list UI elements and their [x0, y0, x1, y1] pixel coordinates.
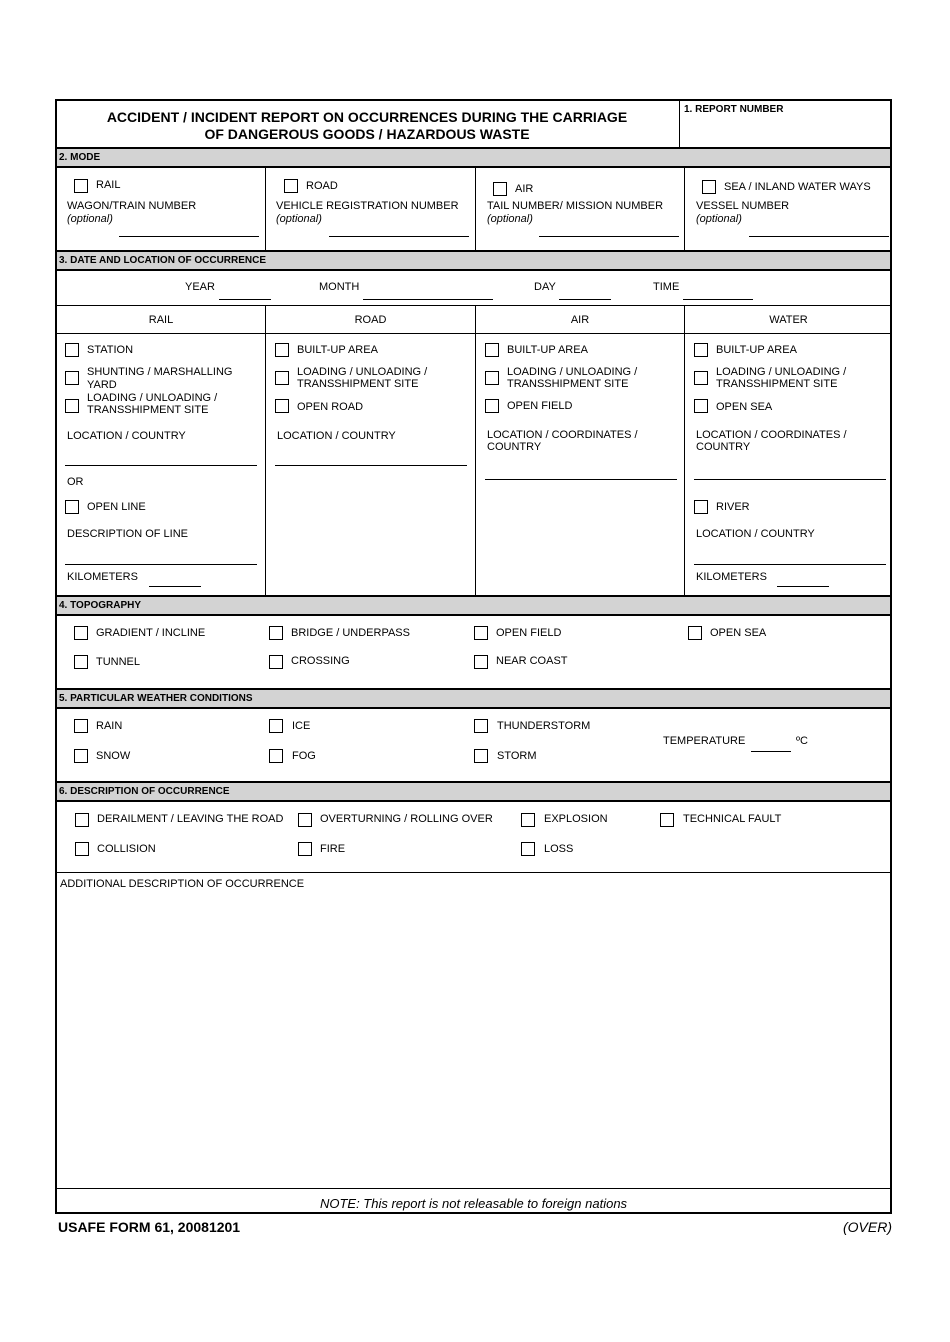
mode-sea-checkbox[interactable]	[702, 180, 716, 194]
weather-ice-checkbox[interactable]	[269, 719, 283, 733]
rail-location-field[interactable]	[65, 465, 257, 466]
water-river-checkbox[interactable]	[694, 500, 708, 514]
desc-fire-checkbox[interactable]	[298, 842, 312, 856]
section-date-location-header: 3. DATE AND LOCATION OF OCCURRENCE	[57, 250, 890, 271]
rail-shunting-checkbox[interactable]	[65, 371, 79, 385]
rail-station-checkbox[interactable]	[65, 343, 79, 357]
month-label: MONTH	[319, 281, 360, 293]
day-field[interactable]	[559, 299, 611, 300]
mode-rail-label: RAIL	[96, 179, 121, 191]
vehicle-registration-label: VEHICLE REGISTRATION NUMBER	[276, 200, 459, 212]
rail-kilometers-field[interactable]	[149, 586, 201, 587]
water-river-location-field[interactable]	[694, 564, 886, 565]
vessel-number-label: VESSEL NUMBER	[696, 200, 790, 212]
report-form: ACCIDENT / INCIDENT REPORT ON OCCURRENCES DURING THE CARRIAGE OF DANGEROUS GOODS / HAZARDOUS WASTE 1. REPORT NUMBER 2. MODE RAIL WAGON/TRAIN NUMBER (optional) ROAD VEHICLE REGISTRATION NUMBER (optional) AIR TAIL NUMBER/ MISSION NUMBER (optional) SEA / INLAND WATER WAYS VESSEL NUMBER (optional) 3. DATE AND LOCATION OF OCCURRENCE YEAR MONTH DAY TIME RAIL ROAD AIR WATER STATION SHUNTING / MARSHALLING YARD LOADING / UNLOADING / TRANSSHIPMENT SITE LOCATION / COUNTRY OR OPEN LINE DESCRIPTION OF LINE KILOMETERS BUILT-UP AREA LOADING / UNLOADING / TRANSSHIPMENT SITE OPEN ROAD LOCATION / COUNTRY BUILT-UP AREA LOADING / UNLOADING / TRANSSHIPMENT SITE OPEN FIELD LOCATION / COORDINATES / COUNTRY BUILT-UP AREA LOADING / UNLOADING / TRANSSHIPMENT SITE OPEN SEA LOCATION / COORDINATES / COUNTRY RIVER LOCATION / COUNTRY KILOMETERS 4. TOPOGRAPHY GRADIENT / INCLINE BRIDGE / UNDERPASS OPEN FIELD OPEN SEA TUNNEL CROSSING NEAR COAST 5. PARTICULAR WEATHER CONDITIONS RAIN ICE THUNDERSTORM SNOW FOG STORM TEMPERATURE ºC 6. DESCRIPTION OF OCCURRENCE DERAILMENT / LEAVING THE ROAD OVERTURNING / ROLLING OVER EXPLOSION TECHNICAL FAULT COLLISION FIRE LOSS ADDITIONAL DESCRIPTION OF OCCURRENCE NOTE: This report is not releasable to foreign nations	[55, 99, 892, 1214]
air-loading-checkbox[interactable]	[485, 371, 499, 385]
topo-bridge-checkbox[interactable]	[269, 626, 283, 640]
column-road: ROAD	[354, 314, 387, 326]
section-weather-header: 5. PARTICULAR WEATHER CONDITIONS	[57, 688, 890, 709]
temperature-field[interactable]	[751, 751, 791, 752]
additional-description-label: ADDITIONAL DESCRIPTION OF OCCURRENCE	[60, 878, 305, 890]
road-open-road-checkbox[interactable]	[275, 399, 289, 413]
mode-rail-checkbox[interactable]	[74, 179, 88, 193]
rail-loading-checkbox[interactable]	[65, 399, 79, 413]
vehicle-registration-field[interactable]	[329, 236, 469, 237]
section-description-header: 6. DESCRIPTION OF OCCURRENCE	[57, 781, 890, 802]
weather-snow-checkbox[interactable]	[74, 749, 88, 763]
topo-near-coast-checkbox[interactable]	[474, 655, 488, 669]
road-location-field[interactable]	[275, 465, 467, 466]
water-built-up-checkbox[interactable]	[694, 343, 708, 357]
form-title-line1: ACCIDENT / INCIDENT REPORT ON OCCURRENCES DURING THE CARRIAGE	[106, 109, 628, 125]
weather-rain-checkbox[interactable]	[74, 719, 88, 733]
releasability-note: NOTE: This report is not releasable to foreign nations	[319, 1196, 628, 1211]
additional-description-field[interactable]	[59, 893, 889, 1185]
report-number-label: 1. REPORT NUMBER	[684, 104, 784, 115]
mode-air-checkbox[interactable]	[493, 182, 507, 196]
form-id: USAFE FORM 61, 20081201	[58, 1219, 241, 1235]
over-label: (OVER)	[843, 1219, 892, 1235]
water-kilometers-field[interactable]	[777, 586, 829, 587]
report-number-field[interactable]	[681, 117, 891, 145]
topo-open-sea-checkbox[interactable]	[688, 626, 702, 640]
topo-tunnel-checkbox[interactable]	[74, 655, 88, 669]
section-topography-header: 4. TOPOGRAPHY	[57, 595, 890, 616]
temperature-unit: ºC	[796, 735, 808, 747]
wagon-number-label: WAGON/TRAIN NUMBER	[67, 200, 197, 212]
weather-thunderstorm-checkbox[interactable]	[474, 719, 488, 733]
year-label: YEAR	[185, 281, 215, 293]
topo-gradient-checkbox[interactable]	[74, 626, 88, 640]
water-location-field[interactable]	[694, 479, 886, 480]
air-built-up-checkbox[interactable]	[485, 343, 499, 357]
water-open-sea-checkbox[interactable]	[694, 399, 708, 413]
title-divider	[679, 101, 680, 147]
topo-crossing-checkbox[interactable]	[269, 655, 283, 669]
topo-open-field-checkbox[interactable]	[474, 626, 488, 640]
month-field[interactable]	[363, 299, 493, 300]
desc-loss-checkbox[interactable]	[521, 842, 535, 856]
road-built-up-checkbox[interactable]	[275, 343, 289, 357]
column-rail: RAIL	[148, 314, 174, 326]
vessel-number-field[interactable]	[749, 236, 889, 237]
desc-collision-checkbox[interactable]	[75, 842, 89, 856]
desc-derailment-checkbox[interactable]	[75, 813, 89, 827]
desc-technical-fault-checkbox[interactable]	[660, 813, 674, 827]
rail-open-line-checkbox[interactable]	[65, 500, 79, 514]
section-mode-header: 2. MODE	[57, 147, 890, 168]
desc-explosion-checkbox[interactable]	[521, 813, 535, 827]
air-location-field[interactable]	[485, 479, 677, 480]
weather-fog-checkbox[interactable]	[269, 749, 283, 763]
air-open-field-checkbox[interactable]	[485, 399, 499, 413]
weather-storm-checkbox[interactable]	[474, 749, 488, 763]
tail-number-label: TAIL NUMBER/ MISSION NUMBER	[487, 200, 664, 212]
rail-description-field[interactable]	[65, 564, 257, 565]
wagon-number-field[interactable]	[119, 236, 259, 237]
day-label: DAY	[534, 281, 556, 293]
water-loading-checkbox[interactable]	[694, 371, 708, 385]
time-label: TIME	[653, 281, 680, 293]
form-title-line2: OF DANGEROUS GOODS / HAZARDOUS WASTE	[204, 126, 530, 142]
mode-road-label: ROAD	[306, 180, 338, 192]
column-water: WATER	[769, 314, 808, 326]
tail-number-field[interactable]	[539, 236, 679, 237]
column-air: AIR	[570, 314, 590, 326]
mode-sea-label: SEA / INLAND WATER WAYS	[724, 181, 871, 193]
mode-road-checkbox[interactable]	[284, 179, 298, 193]
time-field[interactable]	[683, 299, 753, 300]
year-field[interactable]	[219, 299, 271, 300]
road-loading-checkbox[interactable]	[275, 371, 289, 385]
desc-overturning-checkbox[interactable]	[298, 813, 312, 827]
temperature-label: TEMPERATURE	[663, 735, 746, 747]
mode-air-label: AIR	[515, 183, 534, 195]
